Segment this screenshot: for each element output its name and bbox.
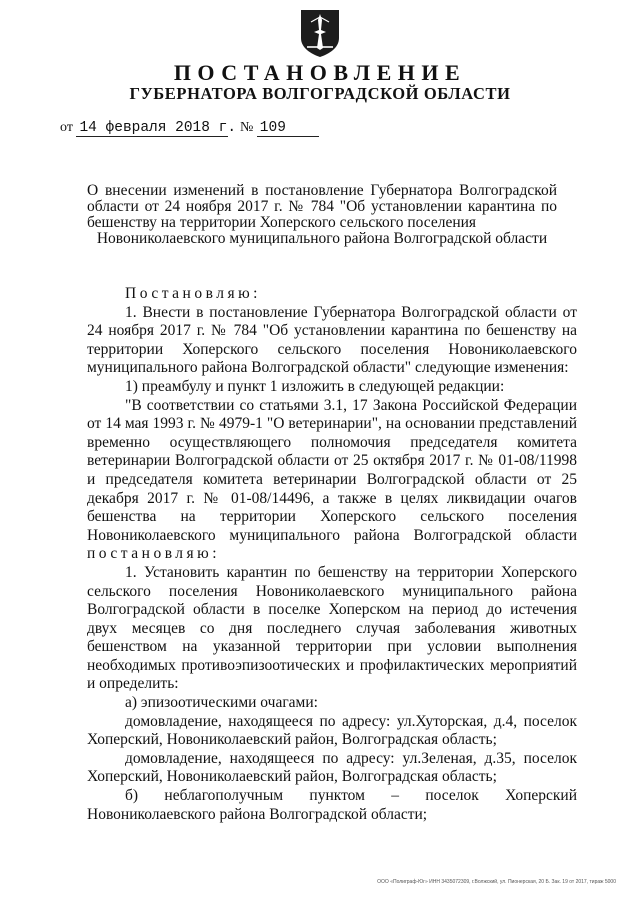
subject-text-end: Новониколаевского муниципального района Волгоградской области [96, 230, 548, 247]
paragraph-5: а) эпизоотическими очагами: [125, 694, 318, 712]
document-date: 14 февраля 2018 г. [76, 120, 228, 137]
dateline [60, 120, 319, 137]
decree-word-inline: постановляю: [87, 545, 221, 563]
paragraph-6: домовладение, находящееся по адресу: ул.Хуторская, д.4, поселок Хоперский, Новониколаевский район, Волгоградская область; [87, 712, 577, 749]
paragraph-4: 1. Установить карантин по бешенству на территории Хоперского сельского поселения Новониколаевского муниципального района Волгоградской области в поселке Хоперском на период до истечения двух месяцев со дня последнего случая заболевания животных бешенством на указанной территории при условии выполнения необходимых противоэпизоотических и профилактических мероприятий и определить: [87, 563, 577, 693]
print-footer: ООО «Полиграф-Юг» ИНН 3435072309, г.Волжский, ул. Пионерская, 20 Б. Зак. 19 от 2017, тираж 5000 [377, 879, 616, 885]
subject-block [87, 183, 557, 247]
paragraph-1: 1. Внести в постановление Губернатора Волгоградской области от 24 ноября 2017 г. № 784 "Об установлении карантина по бешенству на территории Хоперского сельского поселения Новониколаевского муниципального района Волгоградской области" следующие изменения: [87, 303, 577, 377]
paragraph-3 [87, 397, 577, 564]
subject-text: О внесении изменений в постановление Губернатора Волгоградской области от 24 ноября 2017 г. № 784 "Об установлении карантина по бешенству на территории Хоперского сельского поселения [87, 182, 557, 231]
document-body [87, 285, 577, 824]
paragraph-3-text: "В соответствии со статьями 3.1, 17 Закона Российской Федерации от 14 мая 1993 г. № 4979-1 "О ветеринарии", на основании представлений временно осуществляющего полномочия председателя комитета ветеринарии Волгоградской области от 25 октября 2017 г. № 01-08/11998 и председателя комитета ветеринарии Волгоградской области от 25 декабря 2017 г. № 01-08/14496, а также в целях ликвидации очагов бешенства на территории Хоперского сельского поселения Новониколаевского муниципального района Волгоградской области [87, 396, 577, 544]
from-label: от [60, 120, 73, 135]
decree-word: Постановляю: [125, 285, 261, 302]
paragraph-7: домовладение, находящееся по адресу: ул.Зеленая, д.35, поселок Хоперский, Новониколаевский район, Волгоградская область; [87, 749, 577, 786]
paragraph-8: б) неблагополучным пунктом – поселок Хоперский Новониколаевского района Волгоградской области; [87, 787, 577, 823]
document-number: 109 [257, 120, 319, 137]
volgograd-emblem-icon [299, 8, 341, 58]
paragraph-2: 1) преамбулу и пункт 1 изложить в следующей редакции: [125, 377, 505, 395]
number-label: № [239, 120, 254, 135]
document-title: ПОСТАНОВЛЕНИЕ [173, 60, 467, 85]
document-subtitle: ГУБЕРНАТОРА ВОЛГОГРАДСКОЙ ОБЛАСТИ [129, 84, 511, 103]
